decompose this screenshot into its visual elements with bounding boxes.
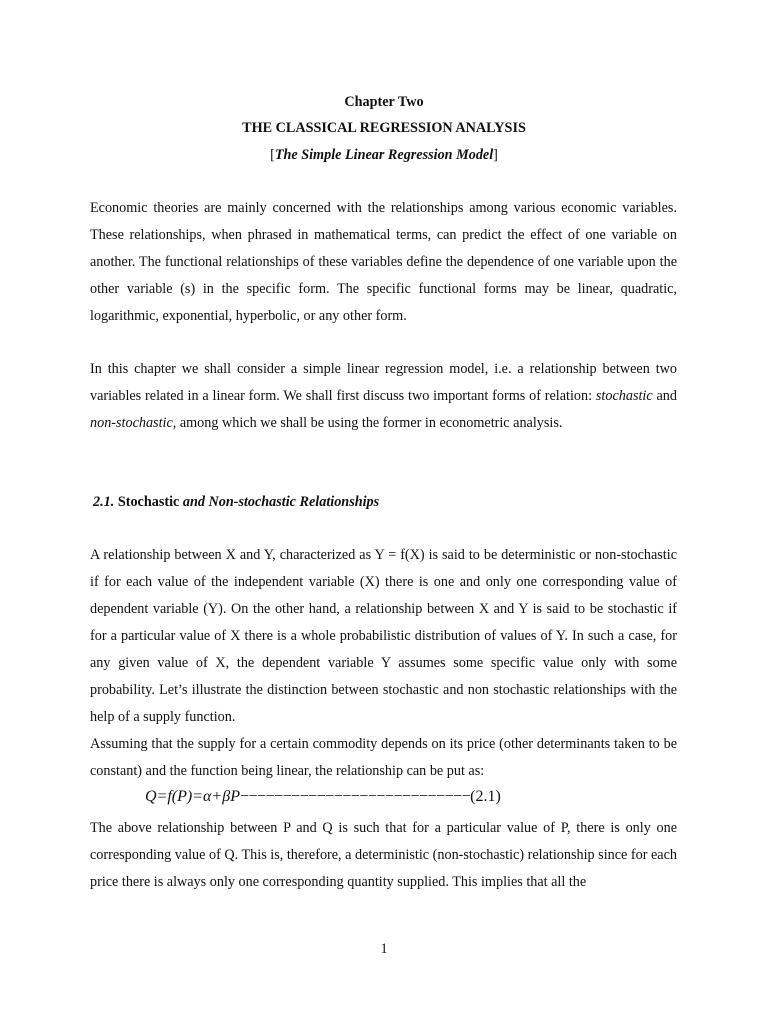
term-stochastic: stochastic bbox=[595, 388, 653, 404]
equation-lhs: Q=f(P)=α+βP bbox=[145, 788, 240, 805]
equation-2-1 bbox=[145, 788, 501, 806]
paragraph-supply-assumption: Assuming that the supply for a certain commodity depends on its price (other determinants taken to be constant) and the function being linear, the relationship can be put as: bbox=[90, 736, 677, 779]
section-heading bbox=[93, 494, 379, 511]
page-number: 1 bbox=[380, 941, 388, 957]
subtitle-bracket-open: [ bbox=[270, 147, 275, 163]
section-number: 2.1. bbox=[93, 494, 115, 510]
subtitle-text: The Simple Linear Regression Model bbox=[274, 147, 494, 163]
chapter-subtitle bbox=[0, 147, 768, 164]
paragraph-chapter-scope bbox=[90, 356, 677, 437]
paragraph-chapter-scope-text-a: In this chapter we shall consider a simple linear regression model, i.e. a relationship between two variables related in a linear form. We shall first discuss two important forms of relation: bbox=[90, 361, 677, 404]
section-word: Stochastic bbox=[114, 494, 183, 510]
equation-leader: −−−−−−−−−−−−−−−−−−−−−−−−−−− bbox=[239, 788, 471, 805]
paragraph-deterministic: A relationship between X and Y, characterized as Y = f(X) is said to be deterministic or non-stochastic if for each value of the independent variable (X) there is one and only one corresponding value of dependent variable (Y). On the other hand, a relationship between X and Y is said to be stochastic if for a particular value of X there is a whole probabilistic distribution of values of Y. In such a case, for any given value of X, the dependent variable Y assumes some specific value only with some probability. Let’s illustrate the distinction between stochastic and non stochastic relationships with the help of a supply function. bbox=[90, 547, 677, 725]
paragraph-relationship: The above relationship between P and Q is such that for a particular value of P, there is only one corresponding value of Q. This is, therefore, a deterministic (non-stochastic) relationship since for each price there is always only one corresponding quantity supplied. This implies that all the bbox=[90, 820, 677, 890]
equation-number: (2.1) bbox=[470, 788, 501, 805]
subtitle-bracket-close: ] bbox=[493, 147, 498, 163]
paragraph-chapter-scope-text-b: and bbox=[652, 388, 677, 404]
paragraph-intro: Economic theories are mainly concerned with the relationships among various economic variables. These relationships, when phrased in mathematical terms, can predict the effect of one variable on another. The functional relationships of these variables define the dependence of one variable upon the other variable (s) in the specific form. The specific functional forms may be linear, quadratic, logarithmic, exponential, hyperbolic, or any other form. bbox=[90, 200, 677, 324]
chapter-label: Chapter Two bbox=[344, 94, 424, 110]
chapter-title: THE CLASSICAL REGRESSION ANALYSIS bbox=[242, 120, 526, 136]
term-non-stochastic: non-stochastic, bbox=[90, 415, 177, 431]
section-title-rest: and Non-stochastic Relationships bbox=[182, 494, 380, 510]
paragraph-chapter-scope-text-c: among which we shall be using the former in econometric analysis. bbox=[176, 415, 563, 431]
